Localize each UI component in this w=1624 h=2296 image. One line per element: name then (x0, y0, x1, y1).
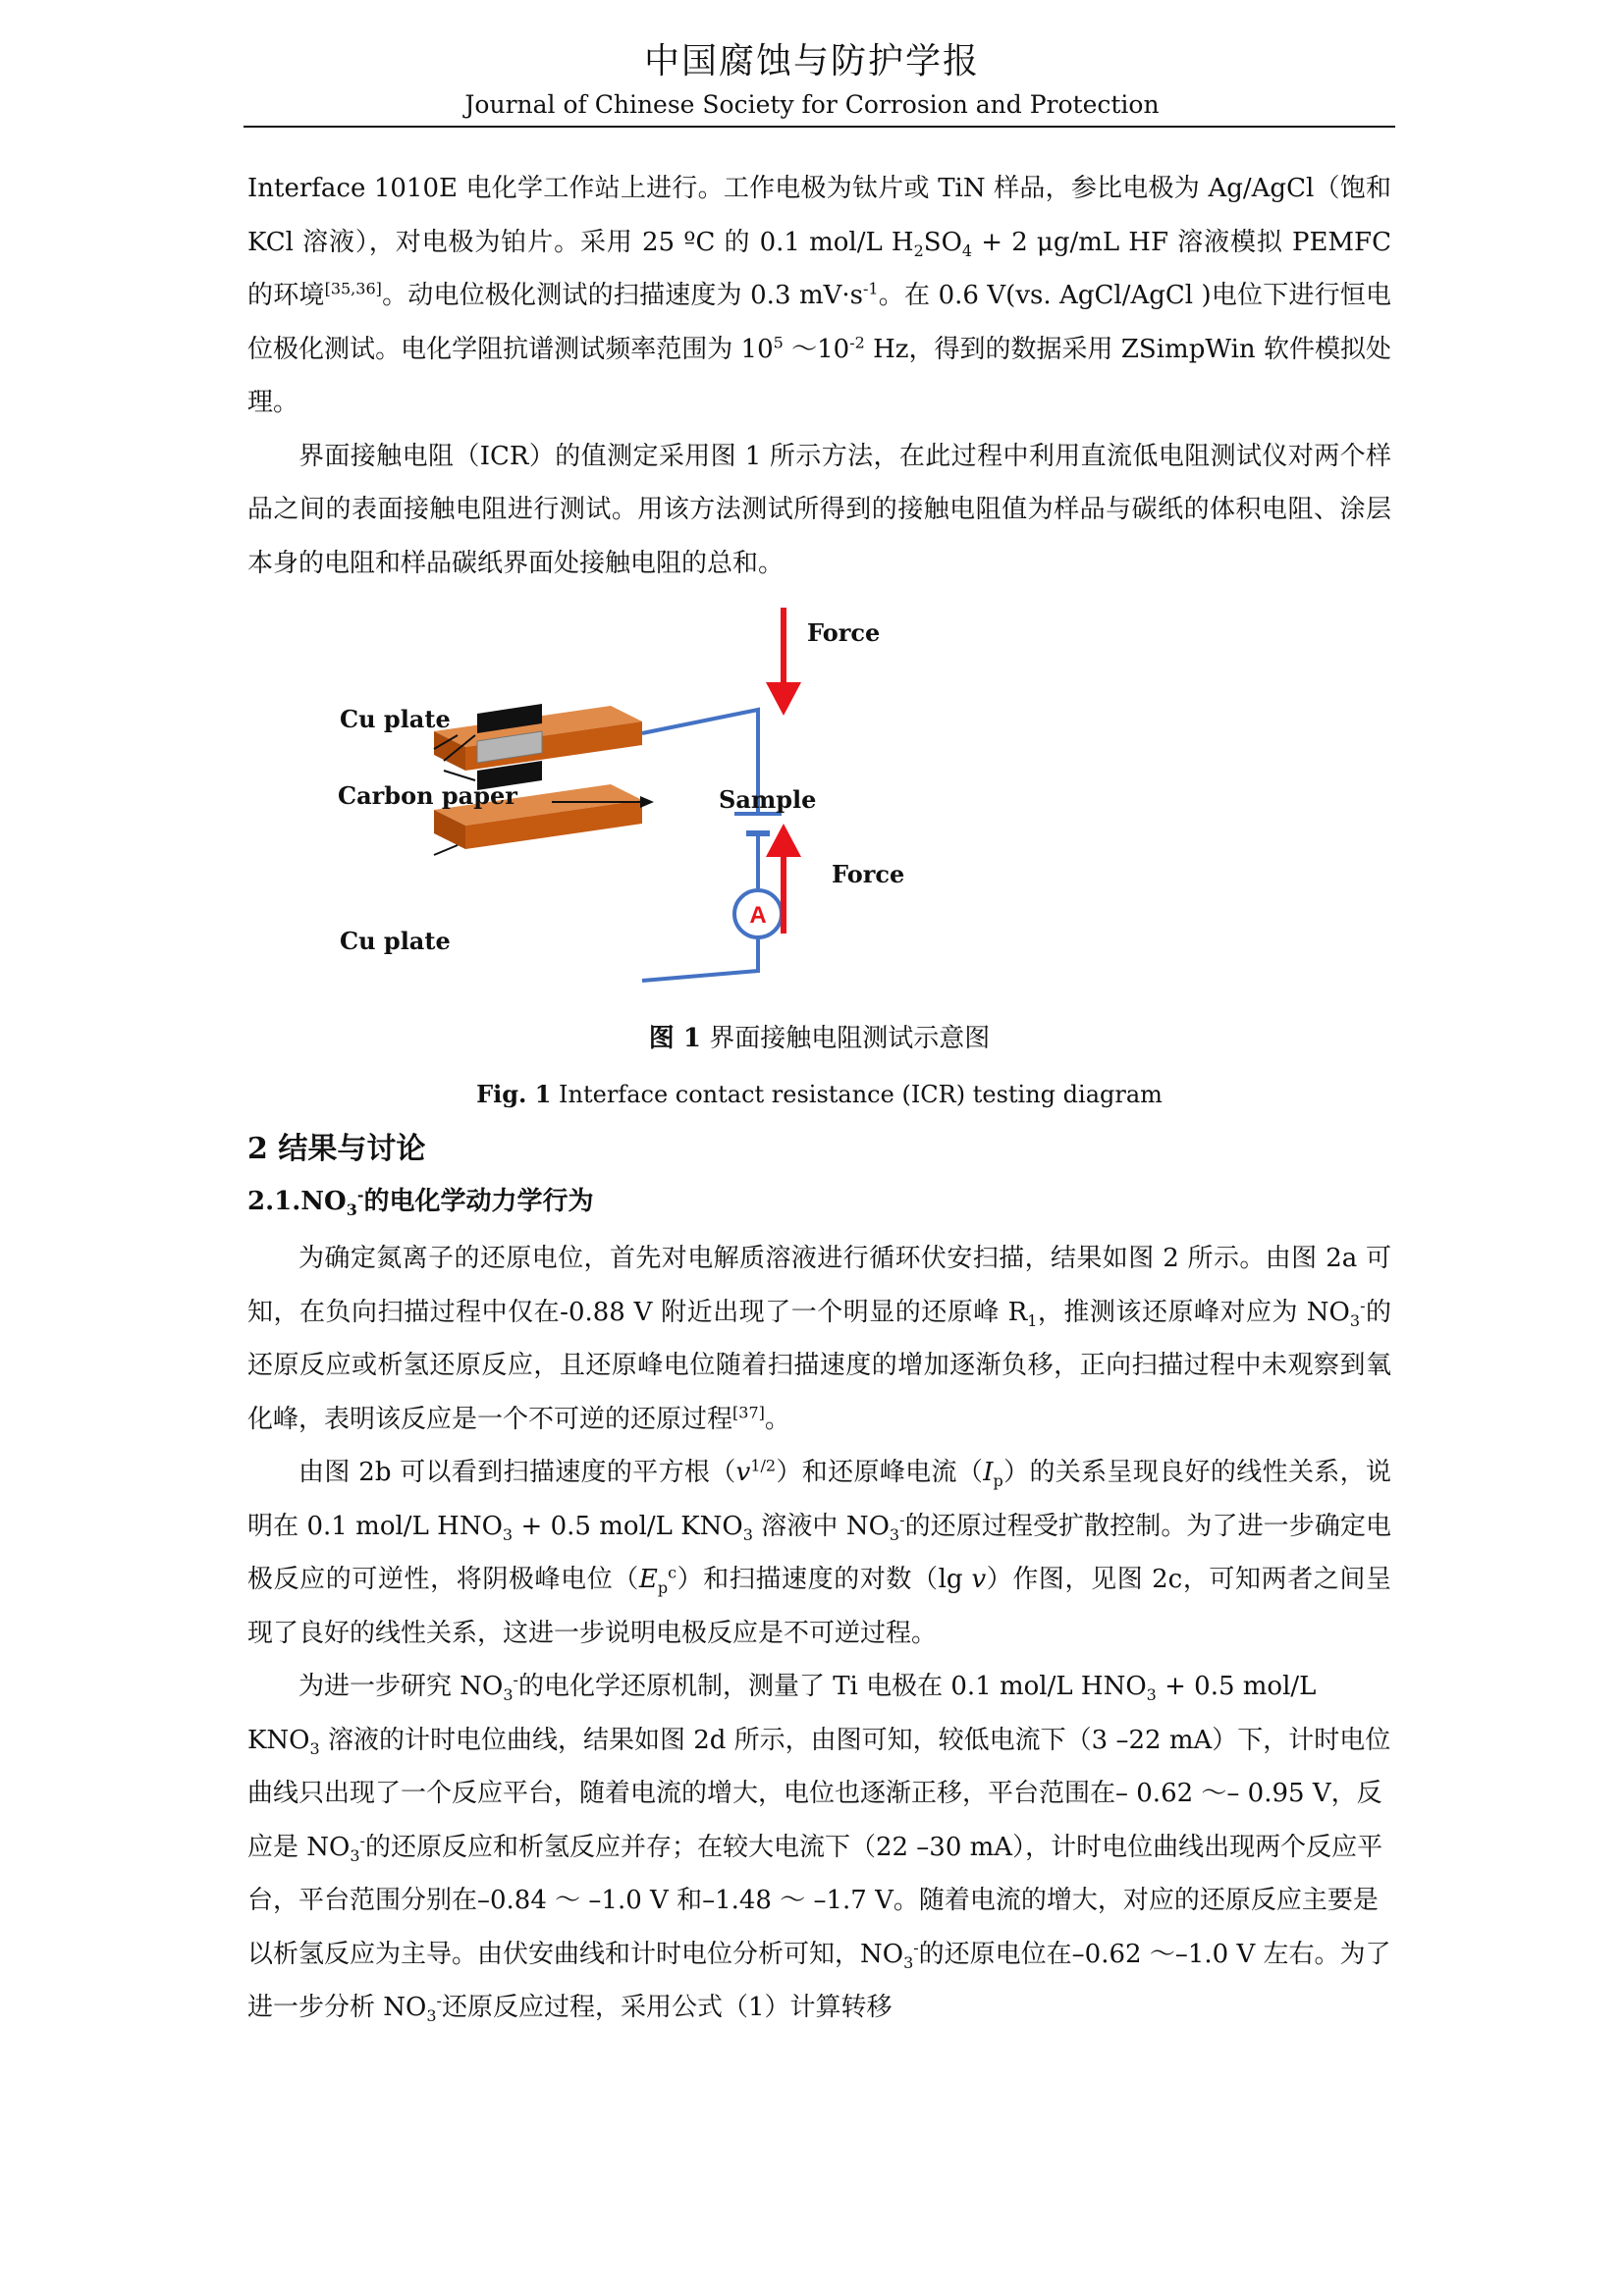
paragraph-chronopotentiometry: 为进一步研究 $NO_3^-$的电化学还原机制，测量了 Ti 电极在 0.1 mol/L $HNO_3 + 0.5$ mol/L $KNO_3$ 溶液的计时电位曲线，结果如图 2d 所示，由图可知，较低电流下（3 –22 mA）下，计时电位曲线只出现了一个反应平台，随着电流的增大，电位也逐渐正移，平台范围在– 0.62 ～– 0.95 V，反应是 $NO_3^-$的还原反应和析氢反应并存；在较大电流下（22 –30 mA），计时电位曲线出现两个反应平台，平台范围分别在–0.84 ～ –1.0 V 和–1.48 ～ –1.7 V。随着电流的增大，对应的还原反应主要是以析氢反应为主导。由伏安曲线和计时电位分析可知，$NO_3^-$的还原电位在–0.62 ～–1.0 V 左右。为了进一步分析 $NO_3^-$还原反应过程，采用公式（1）计算转移 (247, 1670, 1391, 2026)
page-body (247, 162, 1391, 2035)
subsection-heading: $2.1.NO_3^-$的电化学动力学行为 (247, 1185, 594, 1220)
pointer-sample-head (640, 796, 654, 808)
force-label-bottom: Force (832, 860, 905, 888)
figure-caption-en: Fig. 1 Interface contact resistance (ICR) testing diagram (476, 1080, 1163, 1108)
cu-plate-label-top: Cu plate (340, 705, 451, 733)
pointer-cu-bottom (434, 845, 458, 855)
paragraph-icr-method: 界面接触电阻（ICR）的值测定采用图 1 所示方法，在此过程中利用直流低电阻测试仪对两个样品之间的表面接触电阻进行测试。用该方法测试所得到的接触电阻值为样品与碳纸的体积电阻、涂层本身的电阻和样品碳纸界面处接触电阻的总和。 (247, 441, 1391, 578)
paragraph-scan-rate: 由图 2b 可以看到扫描速度的平方根$(v^{1/2})$和还原峰电流$(I_p)$的关系呈现良好的线性关系，说明在 0.1 mol/L $HNO_3 + 0.5$ mol/L $KNO_3$ 溶液中 $NO_3^-$的还原过程受扩散控制。为了进一步确定电极反应的可逆性，将阴极峰电位$(E_p^c)$和扫描速度的对数（lg v）作图，见图 2c，可知两者之间呈现了良好的线性关系，这进一步说明电极反应是不可逆过程。 (247, 1456, 1391, 1648)
cu-plate-label-bottom: Cu plate (340, 927, 451, 955)
carbon-paper-label: Carbon paper (338, 781, 517, 810)
pointer-carbon-bottom (444, 771, 475, 780)
journal-title-cn: 中国腐蚀与防护学报 (643, 41, 980, 81)
ammeter-icon (734, 890, 782, 937)
journal-title-en: Journal of Chinese Society for Corrosion and Protection (464, 90, 1160, 119)
force-label-top: Force (807, 618, 881, 647)
circuit-wire (642, 710, 758, 981)
force-arrow-top (766, 608, 801, 716)
icr-diagram-svg (247, 588, 1391, 1018)
svg-text:A: A (749, 902, 767, 929)
sample-label: Sample (719, 785, 817, 814)
paragraph-cv-analysis: 为确定氮离子的还原电位，首先对电解质溶液进行循环伏安扫描，结果如图 2 所示。由图 2a 可知，在负向扫描过程中仅在-0.88 V 附近出现了一个明显的还原峰 $R_1$，推测该还原峰对应为 $NO_3^-$的还原反应或析氢还原反应，且还原峰电位随着扫描速度的增加逐渐负移，正向扫描过程中未观察到氧化峰，表明该反应是一个不可逆的还原过程[37]。 (247, 1244, 1391, 1434)
figure-caption-cn: 图 1 界面接触电阻测试示意图 (648, 1024, 991, 1053)
figure-icr-diagram (247, 588, 1391, 1018)
section-heading: 2 结果与讨论 (247, 1132, 426, 1166)
header-rule (244, 126, 1395, 128)
paragraph-electrochem-setup: Interface 1010E 电化学工作站上进行。工作电极为钛片或 TiN 样品，参比电极为 Ag/AgCl（饱和 KCl 溶液），对电极为铂片。采用 25 ºC 的 0.1 mol/L $H_2SO_4 + 2$ μg/mL HF 溶液模拟 PEMFC 的环境[35,36]。动电位极化测试的扫描速度为 0.3 $mV\cdot s^{-1}$。在 0.6 V(vs. AgCl/AgCl )电位下进行恒电位极化测试。电化学阻抗谱测试频率范围为 $10^5$ $\sim 10^{-2}$ Hz，得到的数据采用 ZSimpWin 软件模拟处理。 (247, 174, 1391, 417)
